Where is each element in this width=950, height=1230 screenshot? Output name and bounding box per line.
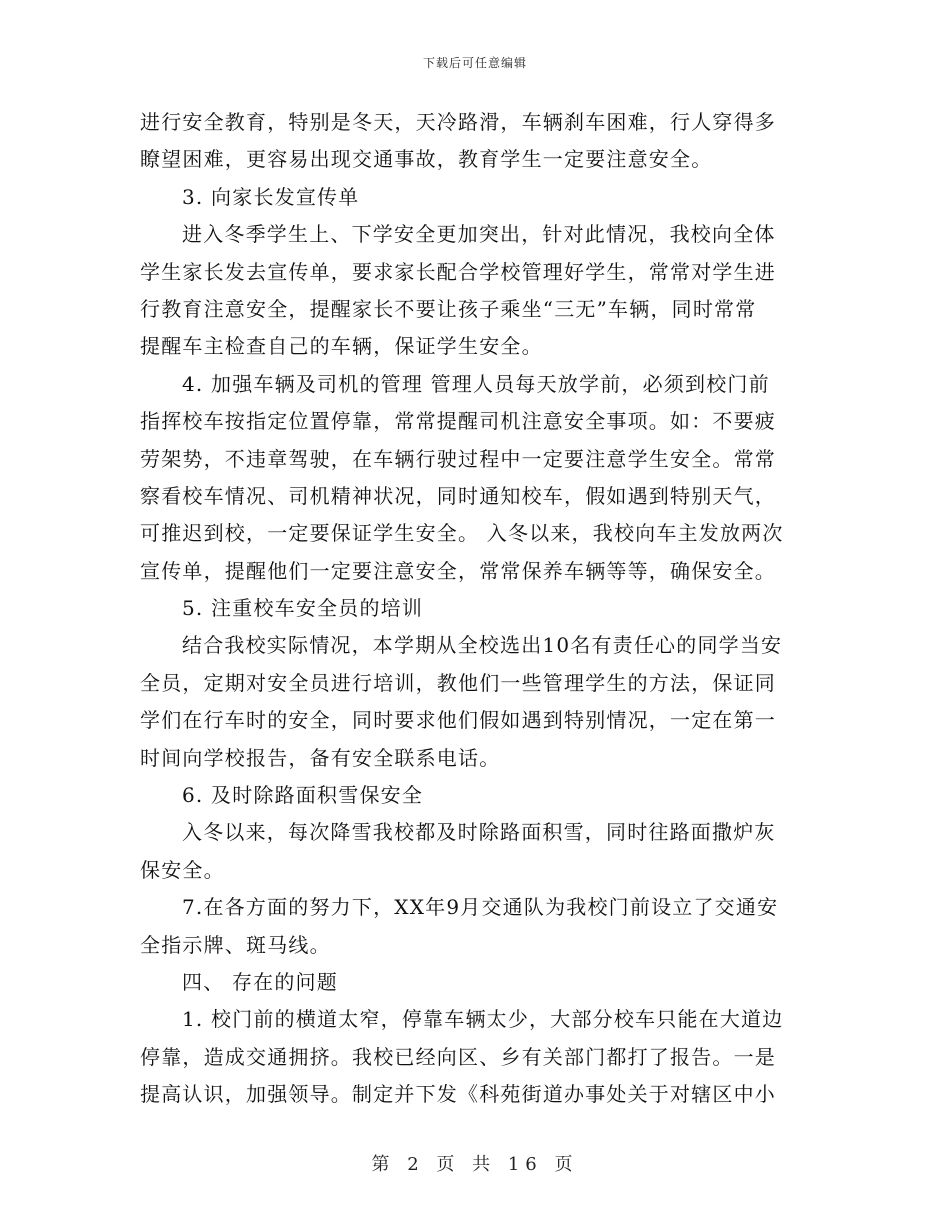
text-line: 提醒车主检查自己的车辆，保证学生安全。 xyxy=(140,334,543,359)
text-line: 全指示牌、斑马线。 xyxy=(140,932,331,957)
text-line: 1. 校门前的横道太窄，停靠车辆太少，大部分校车只能在大道边 xyxy=(182,1007,784,1032)
text-line: 四、 存在的问题 xyxy=(182,969,338,994)
text-line: 5. 注重校车安全员的培训 xyxy=(182,596,424,621)
text-line: 学们在行车时的安全，同时要求他们假如遇到特别情况，一定在第一 xyxy=(140,708,776,733)
text-line: 停靠，造成交通拥挤。我校已经向区、乡有关部门都打了报告。一是 xyxy=(140,1044,776,1069)
text-line: 结合我校实际情况，本学期从全校选出10名有责任心的同学当安 xyxy=(182,633,783,658)
text-line: 保安全。 xyxy=(140,857,225,882)
text-line: 劳架势，不违章驾驶，在车辆行驶过程中一定要注意学生安全。常常 xyxy=(140,446,776,471)
page-header: 下载后可任意编辑 xyxy=(422,56,527,70)
text-line: 瞭望困难，更容易出现交通事故，教育学生一定要注意安全。 xyxy=(140,147,713,172)
text-line: 全员，定期对安全员进行培训，教他们一些管理学生的方法，保证同 xyxy=(140,670,776,695)
text-line: 学生家长发去宣传单，要求家长配合学校管理好学生，常常对学生进 xyxy=(140,259,776,284)
text-line: 时间向学校报告，备有安全联系电话。 xyxy=(140,745,501,770)
text-line: 可推迟到校，一定要保证学生安全。 入冬以来，我校向车主发放两次 xyxy=(140,521,784,546)
text-line: 进入冬季学生上、下学安全更加突出，针对此情况，我校向全体 xyxy=(182,222,776,247)
text-line: 4. 加强车辆及司机的管理 管理人员每天放学前，必须到校门前 xyxy=(182,371,770,396)
text-line: 进行安全教育，特别是冬天，天冷路滑，车辆刹车困难，行人穿得多 xyxy=(140,110,776,134)
text-line: 提高认识，加强领导。制定并下发《科苑街道办事处关于对辖区中小 xyxy=(140,1082,776,1107)
text-line: 3. 向家长发宣传单 xyxy=(182,184,360,209)
text-line: 7.在各方面的努力下，XX年9月交通队为我校门前设立了交通安 xyxy=(182,895,779,920)
page-footer: 第 2 页 共 16 页 xyxy=(371,1154,579,1175)
text-line: 察看校车情况、司机精神状况，同时通知校车，假如遇到特别天气， xyxy=(140,483,776,508)
text-line: 行教育注意安全，提醒家长不要让孩子乘坐“三无”车辆，同时常常 xyxy=(140,296,757,321)
document-body xyxy=(140,104,808,1114)
text-line: 入冬以来，每次降雪我校都及时除路面积雪，同时往路面撒炉灰 xyxy=(182,820,776,845)
text-line: 宣传单，提醒他们一定要注意安全，常常保养车辆等等，确保安全。 xyxy=(140,558,776,583)
text-line: 6. 及时除路面积雪保安全 xyxy=(182,783,424,808)
text-line: 指挥校车按指定位置停靠，常常提醒司机注意安全事项。如：不要疲 xyxy=(140,409,776,434)
